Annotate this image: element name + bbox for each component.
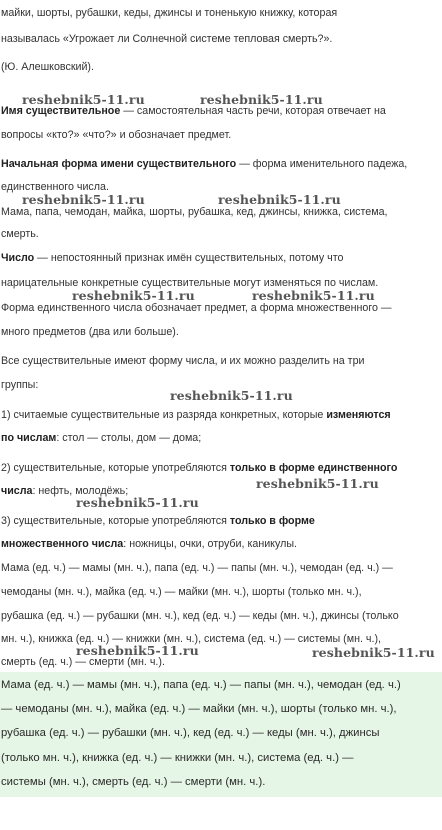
initial-form-definition xyxy=(1,157,442,171)
author-credit: (Ю. Алешковский). xyxy=(1,61,94,73)
watermark: reshebnik5-11.ru xyxy=(76,643,199,658)
watermark: reshebnik5-11.ru xyxy=(312,645,435,660)
watermark: reshebnik5-11.ru xyxy=(252,288,375,303)
watermark: reshebnik5-11.ru xyxy=(22,192,145,207)
initial-form-line-2: единственного числа. xyxy=(1,181,109,193)
number-line-3: Форма единственного числа обозначает предмет, а форма множественного — xyxy=(1,302,392,314)
noun-definition xyxy=(1,104,442,118)
group-2-examples: : нефть, молодёжь; xyxy=(32,485,129,497)
answer-line: Мама (ед. ч.) — мамы (мн. ч.), папа (ед. ч.) — папы (мн. ч.), чемодан (ед. ч.) — xyxy=(1,562,393,574)
highlighted-answer-line: системы (мн. ч.), смерть (ед. ч.) — смерти (мн. ч.). xyxy=(1,776,266,788)
group-2-emphasis: числа xyxy=(1,485,33,497)
watermark: reshebnik5-11.ru xyxy=(76,495,199,510)
group-2-text: 2) существительные, которые употребляются xyxy=(1,462,230,474)
group-3-line-2 xyxy=(1,537,442,551)
group-1-line-1 xyxy=(1,408,442,422)
group-3-examples: : ножницы, очки, отруби, каникулы. xyxy=(123,538,297,550)
group-3-line-1 xyxy=(1,514,442,528)
watermark: reshebnik5-11.ru xyxy=(22,92,145,107)
noun-definition-line-2: вопросы «кто?» «что?» и обозначает предмет. xyxy=(1,129,232,141)
initial-form-examples: Мама, папа, чемодан, майка, шорты, рубашка, кед, джинсы, книжка, система, xyxy=(1,206,388,218)
group-2-line-2 xyxy=(1,484,442,498)
intro-line-2: называлась «Угрожает ли Солнечной системе тепловая смерть?». xyxy=(1,33,333,45)
highlighted-answer-line: (только мн. ч.), книжка (ед. ч.) — книжки (мн. ч.), система (ед. ч.) — xyxy=(1,752,354,764)
term-initial-form: Начальная форма имени существительного xyxy=(1,158,237,170)
answer-line: рубашка (ед. ч.) — рубашки (мн. ч.), кед (ед. ч.) — кеды (мн. ч.), джинсы (только xyxy=(1,610,399,622)
group-3-text: 3) существительные, которые употребляются xyxy=(1,515,230,527)
group-2-emphasis: только в форме единственного xyxy=(229,462,398,474)
answer-line: мн. ч.), книжка (ед. ч.) — книжки (мн. ч.), система (ед. ч.) — системы (мн. ч.), xyxy=(1,633,381,645)
group-1-line-2 xyxy=(1,431,442,445)
watermark: reshebnik5-11.ru xyxy=(218,192,341,207)
number-line-2: нарицательные конкретные существительные могут изменяться по числам. xyxy=(1,277,379,289)
answer-line: смерть (ед. ч.) — смерти (мн. ч.). xyxy=(1,656,165,668)
initial-form-examples-2: смерть. xyxy=(1,228,39,240)
group-1-emphasis: по числам xyxy=(1,432,57,444)
group-3-emphasis: только в форме xyxy=(229,515,315,527)
highlighted-answer-line: Мама (ед. ч.) — мамы (мн. ч.), папа (ед. ч.) — папы (мн. ч.), чемодан (ед. ч.) xyxy=(1,679,401,691)
watermark: reshebnik5-11.ru xyxy=(200,92,323,107)
highlighted-answer-line: рубашка (ед. ч.) — рубашки (мн. ч.), кед (ед. ч.) — кеды (мн. ч.), джинсы xyxy=(1,727,380,739)
term-number: Число xyxy=(1,252,35,264)
definition-text: — непостоянный признак имён существительных, потому что xyxy=(34,252,344,264)
group-1-text: 1) считаемые существительные из разряда конкретных, которые xyxy=(1,409,327,421)
watermark: reshebnik5-11.ru xyxy=(72,288,195,303)
watermark: reshebnik5-11.ru xyxy=(256,476,379,491)
watermark: reshebnik5-11.ru xyxy=(170,388,293,403)
term-noun: Имя существительное xyxy=(1,105,121,117)
highlighted-answer-line: — чемоданы (мн. ч.), майка (ед. ч.) — майки (мн. ч.), шорты (только мн. ч.), xyxy=(1,703,397,715)
groups-intro-line-2: группы: xyxy=(1,379,39,391)
answer-line: чемоданы (мн. ч.), майка (ед. ч.) — майки (мн. ч.), шорты (только мн. ч.), xyxy=(1,586,362,598)
groups-intro-line-1: Все существительные имеют форму числа, и их можно разделить на три xyxy=(1,355,365,367)
group-1-emphasis: изменяются xyxy=(326,409,391,421)
number-definition xyxy=(1,251,442,265)
highlighted-answer-block xyxy=(0,672,442,797)
group-2-line-1 xyxy=(1,461,442,475)
number-line-4: много предметов (два или больше). xyxy=(1,326,179,338)
group-3-emphasis: множественного числа xyxy=(1,538,124,550)
group-1-examples: : стол — столы, дом — дома; xyxy=(56,432,202,444)
intro-line-1: майки, шорты, рубашки, кеды, джинсы и тоненькую книжку, которая xyxy=(1,7,338,19)
definition-text: — форма именительного падежа, xyxy=(236,158,408,170)
definition-text: — самостоятельная часть речи, которая отвечает на xyxy=(120,105,386,117)
